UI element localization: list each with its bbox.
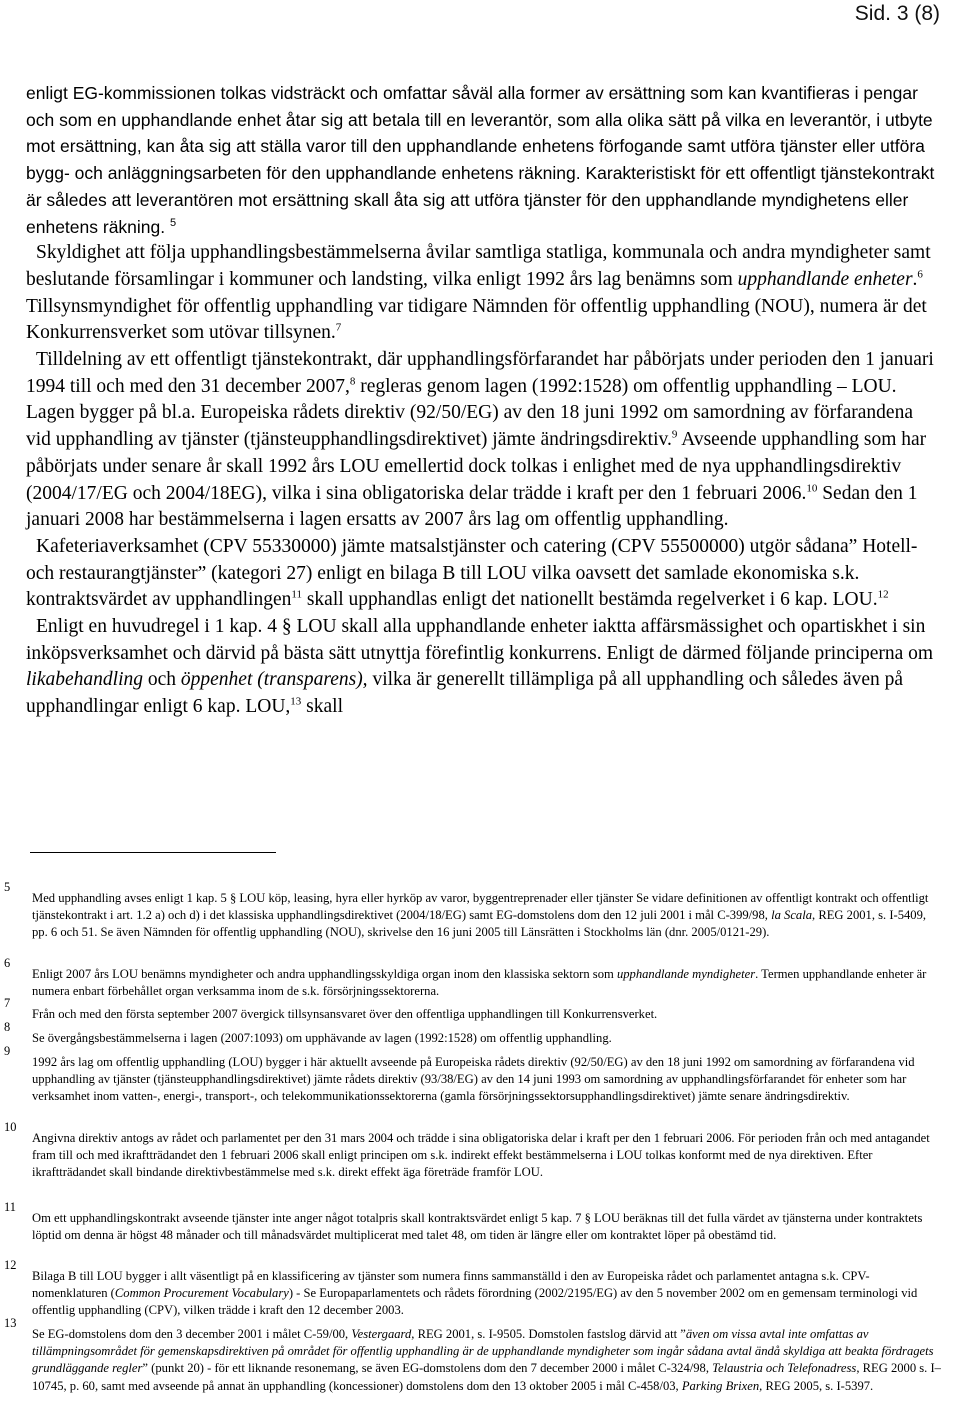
text-run: Sedan den 1 januari 2008 har bestämmelserna i lagen ersatts av 2007 års lag om offentlig upphandling. [26, 482, 918, 531]
footnote-reference: 6 [917, 268, 923, 281]
footnote-reference: 11 [291, 588, 302, 601]
footnote-number: 5 [4, 880, 11, 894]
text-run: Bilaga B till LOU bygger i allt väsentligt på en klassificering av tjänster som numera finns sammanställd i den av Europeiska rådet och parlamentet antagna s.k. CPV-nomenklaturen ( [32, 1269, 870, 1301]
footnote-number: 10 [4, 1120, 17, 1134]
italic-text: öppenhet (transparens), [180, 669, 368, 691]
italic-text: Vestergaard [351, 1327, 412, 1341]
text-run: Skyldighet att följa upphandlingsbestämmelserna åvilar samtliga statliga, kommunala och andra myndigheter samt beslutande församlingar i kommuner och landsting, vilka enligt 1992 års lag benämns som [26, 242, 931, 290]
footnote-text [32, 1268, 942, 1320]
text-run: Om ett upphandlingskontrakt avseende tjänster inte anger något totalpris skall kontraktsvärdet enligt 5 kap. 7 § LOU beräknas till det fulla värdet av tjänsterna under kontraktets löptid om denna är högst 48 månader och till månadsvärdet multiplicerat med talet 48, om tiden är längre eller om kontraktet löper på obestämd tid. [32, 1211, 923, 1243]
italic-text: likabehandling [26, 669, 143, 691]
footnote-text [32, 966, 942, 1000]
footnote-text [32, 1326, 942, 1395]
footnote-number: 7 [4, 996, 11, 1010]
body-text [26, 80, 940, 721]
footnote-reference: 10 [806, 482, 818, 495]
text-run: skall [301, 696, 343, 718]
footnote-reference: 7 [335, 321, 342, 334]
text-run: och [142, 669, 181, 691]
footnote-number: 9 [4, 1044, 11, 1058]
text-run: ” (punkt 20) - för ett liknande resonemang, se även EG-domstolens dom den 7 december 2000 i målet C-324/98, [142, 1361, 713, 1376]
text-run: Se övergångsbestämmelserna i lagen (2007:1093) om upphävande av lagen (1992:1528) om offentlig upphandling. [32, 1031, 612, 1045]
body-paragraph [26, 240, 940, 347]
italic-text: Common Procurement Vocabulary [114, 1286, 289, 1301]
text-run: . [912, 268, 918, 290]
footnote-text [32, 1054, 942, 1106]
text-run: ) - Se Europaparlamentets och rådets förordning (2002/2195/EG) av den 5 november 2002 om en gemensam terminologi vid offentlig upphandling (CPV), vilken trädde i kraft den 12 december 2003. [32, 1286, 918, 1318]
text-run: 1992 års lag om offentlig upphandling (LOU) bygger i här aktuellt avseende på Europeiska rådets direktiv (92/50/EG) av den 18 juni 1992 om samordning av förfarandena vid upphandling av tjänster (tjänsteupphandlingsdirektivet) jämte rådets direktiv (93/38/EG) av den 14 juni 1993 om samordning av upphandlingsförfarandet för enheter som har verksamhet inom vatten-, energi-, transport-, och telekommunikationssektorerna (gamla försörjningssektorsupphandlingsdirektivet) jämte senare ändringsdirektiv. [32, 1055, 915, 1104]
text-run: enligt EG-kommissionen tolkas vidsträckt och omfattar såväl alla former av ersättning som kan kvantifieras i pengar och som en upphandlande enhet åtar sig att betala till en leverantör, som alla olika sätt på vilka en leverantör, i utbyte mot ersättning, kan åta sig att ställa varor till den upphandlande enhetens förfogande samt utföra tjänster eller utföra bygg- och anläggningsarbeten för den upphandlande enhetens räkning. Karakteristiskt för ett offentligt tjänstekontrakt är således att leverantören mot ersättning skall åta sig att utföra tjänster för den upphandlande myndighetens eller enhetens räkning. [26, 83, 935, 237]
body-paragraph [26, 614, 940, 721]
footnote-separator [30, 852, 276, 853]
text-run: vilka är generellt tillämpliga på all upphandling och således även på upphandlingar enligt 6 kap. LOU, [26, 669, 904, 718]
text-run: , REG 2001, s. I-9505. Domstolen fastslog därvid att ” [411, 1327, 686, 1341]
italic-text: la Scala [771, 908, 813, 923]
italic-text: upphandlande enheter [737, 268, 913, 290]
body-paragraph [26, 534, 940, 614]
text-run: Med upphandling avses enligt 1 kap. 5 § LOU köp, leasing, hyra eller hyrköp av varor, byggentreprenader eller tjänster Se vidare definitionen av offentligt kontrakt och offentligt tjänstekontrakt i art. 1.2 a) och d) i det klassiska upphandlingsdirektivet (2004/18/EG) samt EG-domstolens dom den 12 juli 2001 i mål C-399/98, [32, 891, 929, 923]
footnote-number: 8 [4, 1020, 11, 1034]
text-run: skall upphandlas enligt det nationellt bestämda regelverket i 6 kap. LOU. [301, 589, 878, 611]
footnote-number: 6 [4, 956, 11, 970]
text-run: , REG 2001, s. I-5409, pp. 6 och 51. Se även Nämnden för offentlig upphandling (NOU), skrivelse den 16 juni 2005 till Länsrätten i Stockholms län (dnr. 2005/0121-29). [32, 908, 927, 940]
italic-text: Parking Brixen, [681, 1378, 763, 1393]
footnote-text [32, 1130, 942, 1182]
footnote-reference: 8 [349, 375, 356, 388]
italic-text: upphandlande myndigheter [616, 967, 756, 981]
page-number-header: Sid. 3 (8) [854, 2, 940, 25]
text-run: Kafeteriaverksamhet (CPV 55330000) jämte matsalstjänster och catering (CPV 55500000) utgör sådana” Hotell- och restaurangtjänster” (kategori 27) enligt en bilaga B till LOU vilka oavsett det samlade ekonomiska s.k. kontraktsvärdet av upphandlingen [26, 535, 918, 611]
text-run: Från och med den första september 2007 övergick tillsynsansvaret över den offentliga upphandlingen till Konkurrensverket. [32, 1007, 658, 1021]
text-run: , REG 2000 s. I–10745, p. 60, samt med avseende på annat än upphandling (koncessioner) domstolens dom den 13 oktober 2005 i mål C-458/03, [32, 1361, 941, 1393]
italic-text: Telaustria och Telefonadress [712, 1361, 857, 1376]
text-run: . Termen upphandlande enheter är numera enbart förbehållet organ verksamma inom de s.k. försörjningssektorerna. [32, 967, 927, 999]
footnote-text [32, 1030, 942, 1047]
footnote-reference: 13 [290, 695, 302, 708]
text-run: Tillsynsmyndighet för offentlig upphandling var tidigare Nämnden för offentlig upphandling (NOU), numera är det Konkurrensverket som utövar tillsynen. [26, 295, 927, 344]
text-run: REG 2005, s. I-5397. [762, 1378, 874, 1393]
text-run: Se EG-domstolens dom den 3 december 2001 i målet C-59/00, [32, 1327, 352, 1341]
text-run: Avseende upphandling som har påbörjats under senare år skall 1992 års LOU emellertid dock tolkas i enlighet med de nya upphandlingsdirektiv (2004/17/EG och 2004/18EG), vilka i sina obligatoriska delar trädde i kraft per den 1 februari 2006. [26, 429, 927, 504]
text-run: Enligt 2007 års LOU benämns myndigheter och andra upphandlingsskyldiga organ inom den klassiska sektorn som [32, 967, 617, 981]
footnote-text [32, 890, 942, 942]
footnote-reference: 5 [170, 216, 177, 229]
text-run: Tilldelning av ett offentligt tjänstekontrakt, där upphandlingsförfarandet har påbörjats under perioden den 1 januari 1994 till och med den 31 december 2007, [26, 349, 934, 397]
footnote-number: 11 [4, 1200, 16, 1214]
text-run: Enligt en huvudregel i 1 kap. 4 § LOU skall alla upphandlande enheter iaktta affärsmässighet och opartiskhet i sin inköpsverksamhet och därvid på bästa sätt utnyttja förefintlig konkurrens. Enligt de därmed följande principerna om [26, 616, 934, 664]
footnote-number: 13 [4, 1316, 17, 1330]
body-paragraph [26, 347, 940, 534]
italic-text: även om vissa avtal inte omfattas av tillämpningsområdet för gemenskapsdirektiven på området för offentlig upphandling är de upphandlande myndigheter som ingår sådana avtal ändå skyldiga att beakta fördragets grundläggande regler [32, 1327, 934, 1376]
footnote-number: 12 [4, 1258, 17, 1272]
text-run: regleras genom lagen (1992:1528) om offentlig upphandling – LOU. Lagen bygger på bl.a. Europeiska rådets direktiv (92/50/EG) av den 18 juni 1992 om samordning av förfarandena vid upphandling av tjänster (tjänsteupphandlingsdirektivet) jämte ändringsdirektiv. [26, 375, 913, 451]
footnote-reference: 9 [671, 428, 678, 441]
text-run: Angivna direktiv antogs av rådet och parlamentet per den 31 mars 2004 och trädde i sina obligatoriska delar i kraft per den 1 februari 2006. För perioden från och med antagandet fram till och med ikraftträdandet den 1 februari 2006 skall enligt principen om s.k. indirekt effekt bestämmelserna i LOU tolkas konformt med de nya direktiven. Efter ikraftträdandet skall bindande direktivbestämmelse med s.k. direkt effekt äga företräde framför LOU. [32, 1131, 930, 1180]
footnote-text [32, 1006, 942, 1023]
body-paragraph [26, 80, 940, 240]
footnote-text [32, 1210, 942, 1244]
footnote-reference: 12 [877, 588, 889, 601]
